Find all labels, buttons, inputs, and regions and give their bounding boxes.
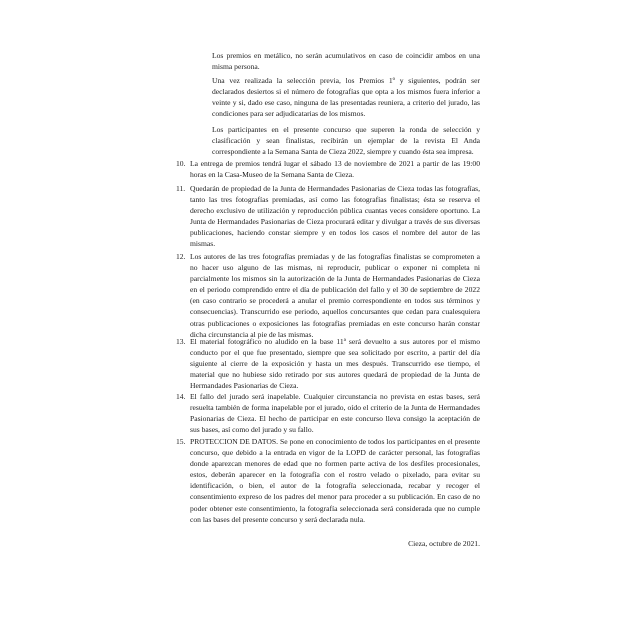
base-text: Quedarán de propiedad de la Junta de Hermandades Pasionarias de Cieza todas las fotografías, tanto las tres fotografías premiadas, así como las fotografías finalistas; ésta se reserva el derecho exclusivo de utilización y reproducción pública cuantas veces considere oportuno. La Junta de Hermandades Pasionarias de Cieza procurará editar y divulgar a través de sus diversas publicaciones, haciendo constar siempre y en todos los casos el nombre del autor de las mismas.	[190, 184, 480, 249]
base-item-14	[176, 391, 480, 435]
intro-paragraph-prizes: Los premios en metálico, no serán acumulativos en caso de coincidir ambos en una misma persona.	[212, 51, 480, 72]
base-text: Los autores de las tres fotografías premiadas y de las fotografías finalistas se comprometen a no hacer uso alguno de las mismas, ni reproducir, publicar o exponer ni completa ni parcialmente los mismos sin la autorización de la Junta de Hermandades Pasionarias de Cieza en el periodo comprendido entre el día de publicación del fallo y el 30 de septiembre de 2022 (en caso contrario se procederá a anular el premio correspondiente en todos sus términos y consecuencias). Transcurrido ese periodo, aquellos concursantes que cedan para cualesquiera otras publicaciones o exposiciones las fotografías premiadas en este concurso harán constar dicha circunstancia al pie de las mismas.	[190, 252, 480, 339]
base-number: 14.	[176, 392, 186, 401]
base-item-11	[176, 183, 480, 250]
base-text: El material fotográfico no aludido en la base 11ª será devuelto a sus autores por el mismo conducto por el que fue presentado, siempre que sea solicitado por escrito, a partir del día siguiente al cierre de la exposición y hasta un mes después. Transcurrido ese tiempo, el material que no hubiese sido retirado por sus autores quedará de propiedad de la Junta de Hermandades Pasionarias de Cieza.	[190, 337, 480, 391]
base-text: La entrega de premios tendrá lugar el sábado 13 de noviembre de 2021 a partir de las 19:00 horas en la Casa-Museo de la Semana Santa de Cieza.	[190, 159, 480, 180]
base-item-12	[176, 251, 480, 340]
base-number: 13.	[176, 337, 186, 346]
closing-date-line: Cieza, octubre de 2021.	[408, 539, 480, 548]
base-number: 11.	[176, 184, 186, 193]
base-number: 15.	[176, 437, 186, 446]
base-item-13	[176, 336, 480, 391]
intro-paragraph-finalists: Los participantes en el presente concurso que superen la ronda de selección y clasificación y sean finalistas, recibirán un ejemplar de la revista El Anda correspondiente a la Semana Santa de Cieza 2022, siempre y cuando ésta sea impresa.	[212, 125, 480, 157]
base-text: PROTECCION DE DATOS. Se pone en conocimiento de todos los participantes en el presente concurso, que debido a la entrada en vigor de la LOPD de carácter personal, las fotografías donde aparezcan menores de edad que no formen parte activa de los desfiles procesionales, estos, deberán aparecer en la fotografía con el rostro velado o pixelado, para evitar su identificación, o bien, el autor de la fotografía seleccionada, recabar y recoger el consentimiento expreso de los padres del menor para proceder a su publicación. En caso de no poder obtener este consentimiento, la fotografía seleccionada será considerada que no cumple con las bases del presente concurso y será declarada nula.	[190, 437, 480, 524]
base-text: El fallo del jurado será inapelable. Cualquier circunstancia no prevista en estas bases, será resuelta también de forma inapelable por el jurado, oído el criterio de la Junta de Hermandades Pasionarias de Cieza. El hecho de participar en este concurso lleva consigo la aceptación de sus bases, así como del jurado y su fallo.	[190, 392, 480, 435]
base-item-10	[176, 158, 480, 180]
base-number: 12.	[176, 252, 186, 261]
intro-paragraph-selection: Una vez realizada la selección previa, los Premios 1º y siguientes, podrán ser declarados desiertos si el número de fotografías que opta a los mismos fuera inferior a veinte y si, dado ese caso, ninguna de las presentadas reuniera, a criterio del jurado, las condiciones para ser adjudicatarias de los mismos.	[212, 76, 480, 119]
base-number: 10.	[176, 159, 186, 168]
base-item-15	[176, 436, 480, 525]
